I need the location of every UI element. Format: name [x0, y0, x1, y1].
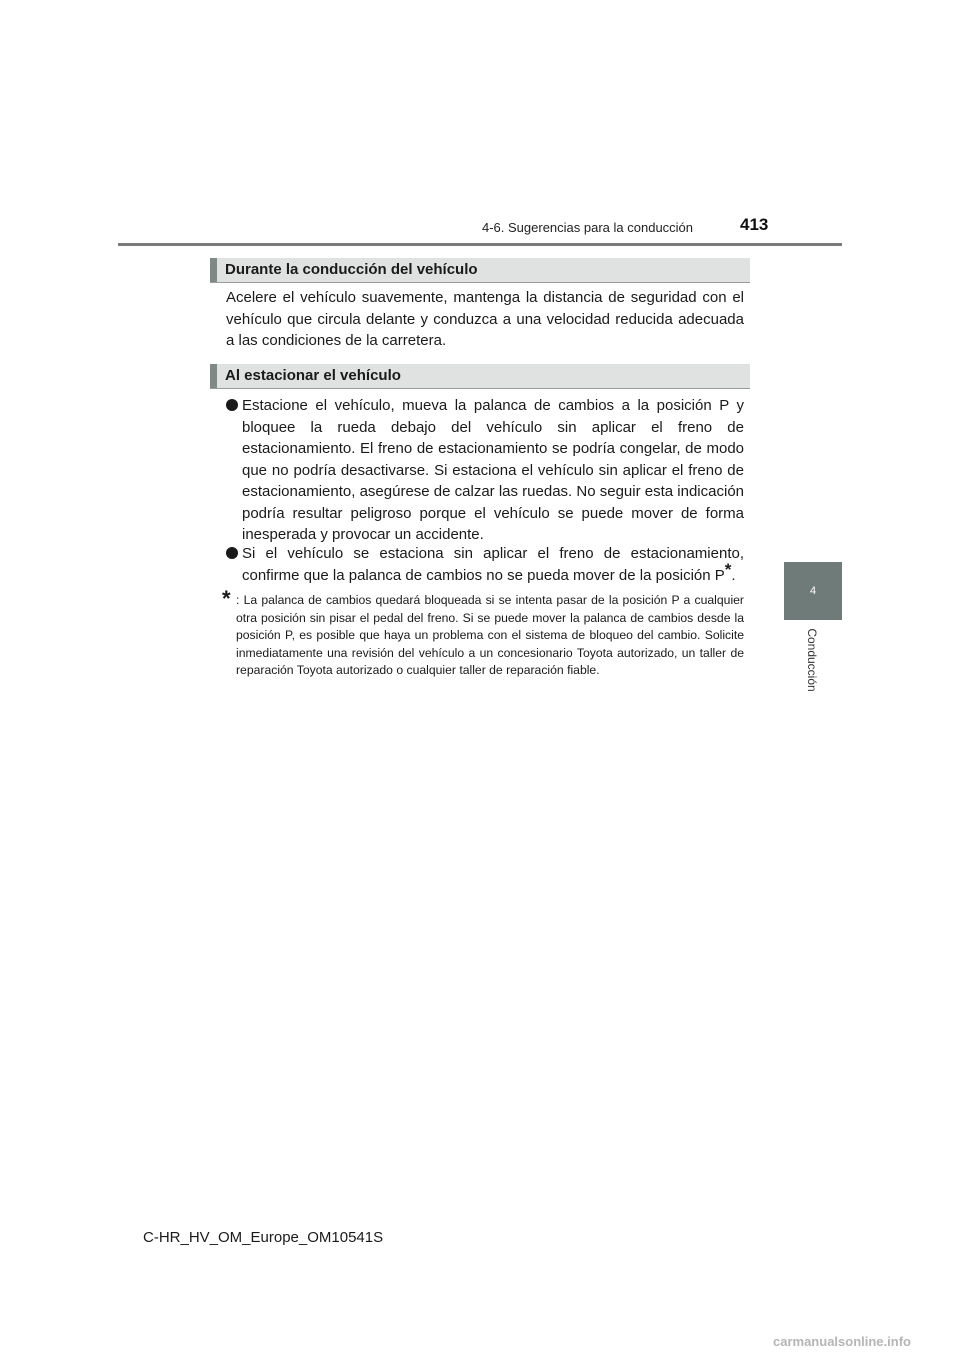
parking-bullet-1 [226, 395, 744, 546]
page-number: 413 [740, 215, 769, 234]
heading-accent [210, 258, 217, 282]
bullet-text: Estacione el vehículo, mueva la palanca de cambios a la posición P y bloquee la rueda debajo del vehículo sin aplicar el freno de estacionamiento. El freno de estacionamiento se podría congelar, de modo que no podría desactivarse. Si estaciona el vehículo sin aplicar el freno de estacionamiento, asegúrese de calzar las ruedas. No seguir esta indicación podría resultar peligroso porque el vehículo se puede mover de forma inesperada y provocar un accidente. [242, 397, 744, 543]
parking-bullet-2 [226, 543, 744, 586]
chapter-side-label: Conducción [805, 628, 819, 692]
watermark: carmanualsonline.info [773, 1334, 911, 1349]
footnote-marker: * [222, 586, 231, 611]
header-section-title: 4-6. Sugerencias para la conducción [482, 220, 694, 235]
footnote-reference: * [724, 559, 732, 579]
heading-accent [210, 364, 217, 388]
footnote-text: : La palanca de cambios quedará bloqueada si se intenta pasar de la posición P a cualquier otra posición sin pisar el pedal del freno. Si se puede mover la palanca de cambios desde la posición P, es posible que haya un problema con el sistema de bloqueo del cambio. Solicite inmediatamente una revisión del vehículo a un concesionario Toyota autorizado, un taller de reparación Toyota autorizado o cualquier taller de reparación fiable. [236, 593, 744, 677]
header-rule [118, 243, 842, 246]
bullet-period: . [731, 566, 736, 584]
bullet-text-wrap [242, 543, 744, 586]
heading-text: Durante la conducción del vehículo [225, 261, 478, 278]
section-heading-driving [210, 258, 750, 283]
chapter-side-tab [784, 562, 842, 620]
driving-paragraph: Acelere el vehículo suavemente, mantenga la distancia de seguridad con el vehículo que circula delante y conduzca a una velocidad reducida adecuada a las condiciones de la carretera. [226, 289, 744, 349]
heading-text: Al estacionar el vehículo [225, 367, 401, 384]
bullet-dot [226, 547, 238, 559]
footer-document-id: C-HR_HV_OM_Europe_OM10541S [143, 1229, 384, 1246]
bullet-dot [226, 399, 238, 411]
section-heading-parking [210, 364, 750, 389]
bullet-text: Si el vehículo se estaciona sin aplicar el freno de estacionamiento, confirme que la palanca de cambios no se pueda mover de la posición P [242, 545, 744, 584]
chapter-number: 4 [809, 585, 817, 597]
footnote [222, 586, 744, 680]
